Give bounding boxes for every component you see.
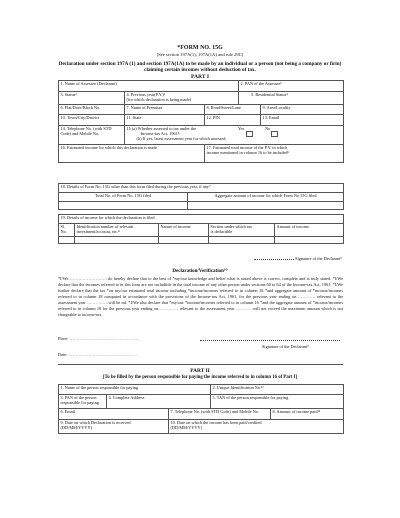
identification-number-label-2: investment/account, etc.⁸ [76, 229, 120, 234]
signature-label: Signature of the Declarant⁹ [295, 256, 342, 261]
previous-forms-table [58, 183, 344, 210]
part-two-subtitle: [To be filled by the person responsible for paying the income referred to in column 16 of Part I] [102, 375, 298, 380]
part-two-title: PART II [190, 368, 210, 374]
income-tax-act: Income-tax Act, 1961⁵: [140, 131, 181, 136]
place-field[interactable]: Place: ………………………………………… [58, 336, 139, 341]
assessed-question: 15 (a) Whether assessed to tax under the [126, 126, 196, 131]
premises-field[interactable]: 7. Name of Premises [125, 105, 205, 115]
part-two-table [58, 384, 344, 434]
section-label-1: Section under which tax [210, 224, 253, 229]
see-rules: [See section 197A(1), 197A(1A) and rule 29C] [156, 52, 244, 57]
income-paid-format: (DD/MM/YYYY) [170, 425, 203, 430]
payer-tan-field[interactable]: 5. TAN of the person responsible for paying [211, 395, 344, 409]
identification-number-header [75, 224, 159, 237]
estimated-income-field[interactable]: 16. Estimated income for which this declaration is made [59, 145, 205, 163]
serial-number-label-2: No. [60, 229, 67, 234]
yes-option-label: Yes [238, 126, 245, 131]
signature-line[interactable] [254, 255, 294, 260]
amount-paid-field[interactable]: 8. Amount of income paid¹² [271, 409, 344, 420]
amount-of-income-header: Amount of income [275, 224, 344, 237]
previous-year-note: (for which declaration is being made) [126, 97, 192, 102]
income-paid-date-field[interactable] [169, 420, 344, 434]
income-details-heading: 19. Details of income for which the declaration is filed [59, 215, 344, 224]
estimated-total-income-label-1: 17. Estimated total income of the P.Y. in which [206, 145, 288, 150]
income-row-cell[interactable] [209, 237, 275, 244]
part-one-table [58, 80, 344, 163]
serial-number-header [59, 224, 75, 237]
no-checkbox[interactable] [271, 131, 278, 137]
declaration-received-label: 9. Date on which Declaration is received [60, 420, 131, 425]
income-row-cell[interactable] [275, 237, 344, 244]
email-field[interactable]: 13. Email [261, 115, 344, 126]
telephone-label-1: 14. Telephone No. (with STD [60, 126, 112, 131]
estimated-total-income-field[interactable] [205, 145, 344, 163]
payer-pan-field[interactable] [59, 395, 107, 409]
status-field[interactable]: 3. Status² [59, 92, 125, 105]
signature-declarant-2: Signature of the Declarant⁹ [262, 344, 309, 349]
verification-text: *I/We……………………….do hereby declare that to the best of *my/our knowledge and belief what is stated above is correct, complete and is truly stated. *I/We declare that the incomes referred to in this form are not includible in the total income of any other person under sections 60 to 64 of the Income-tax Act, 1961. *I/We further declare that the tax *on my/our estimated total income including *income/incomes referred to in column 16 *and aggregate amount of *income/incomes referred to in column 18 computed in accordance with the provisions of the Income-tax Act, 1961, for the previous year ending on ………… relevant to the assessment year ……………will be nil. *I/We also declare that *my/our *income/incomes referred to in column 16 *and the aggregate amount of *income/incomes referred to in column 18 for the previous year ending on……………relevant to the assessment year …………will not exceed the maximum amount which is not chargeable to income-tax. [58, 276, 343, 317]
income-details-table [58, 214, 344, 244]
payer-telephone-field[interactable]: 7. Telephone No. (with STD Code) and Mobile No. [169, 409, 271, 420]
flat-door-field[interactable]: 6. Flat/Door/Block No. [59, 105, 125, 115]
latest-assessment-year: (b) If yes, latest assessment year for which assessed [136, 136, 226, 141]
town-city-field[interactable]: 10. Town/City/District [59, 115, 125, 126]
signature-declarant-1 [254, 255, 342, 261]
signature-line-2[interactable] [200, 336, 340, 342]
telephone-field[interactable] [59, 126, 125, 145]
date-field[interactable]: Date: ………………………………………… [58, 352, 138, 357]
declaration-title: Declaration under section 197A (1) and section 197A(1A) to be made by an individual or a person (not being a company or firm) claiming certain incomes without deduction of tax. [58, 61, 342, 73]
income-row-cell[interactable] [159, 237, 209, 244]
assessed-to-tax-field [125, 126, 344, 145]
road-street-field[interactable]: 8. Road/Street/Lane [205, 105, 261, 115]
payer-name-field[interactable]: 1. Name of the person responsible for paying [59, 385, 211, 395]
income-row-cell[interactable] [59, 237, 75, 244]
section-header [209, 224, 275, 237]
previous-year-label: 4. Previous year(P.Y.)³ [126, 92, 166, 97]
complete-address-field[interactable]: 4. Complete Address [107, 395, 211, 409]
pin-field[interactable]: 12. PIN [205, 115, 261, 126]
no-option-label: No [265, 126, 271, 131]
yes-checkbox[interactable] [246, 131, 253, 137]
payer-pan-label-1: 3. PAN of the person [60, 395, 97, 400]
part-one-title: PART I [190, 74, 210, 80]
previous-forms-heading: 18. Details of Form No. 15G other than this form filed during the previous year, if any⁷ [59, 184, 344, 193]
area-locality-field[interactable]: 9. Area/Locality [261, 105, 344, 115]
residential-status-field[interactable]: 5. Residential Status⁴ [239, 92, 344, 105]
form-number: *FORM NO. 15G [177, 45, 223, 51]
declaration-received-format: (DD/MM/YYYY) [60, 425, 93, 430]
assessee-pan-field[interactable]: 2. PAN of the Assessee¹ [239, 81, 344, 92]
telephone-label-2: Code) and Mobile No. [60, 131, 100, 136]
unique-id-field[interactable]: 2. Unique Identification No.¹¹ [211, 385, 344, 395]
identification-number-label-1: Identification number of relevant [76, 224, 134, 229]
declaration-received-date-field[interactable] [59, 420, 169, 434]
divider [58, 364, 343, 365]
assessee-name-field[interactable]: 1. Name of Assessee (Declarant) [59, 81, 239, 92]
income-paid-label: 10. Date on which the income has been paid/credited [170, 420, 262, 425]
income-row-cell[interactable] [75, 237, 159, 244]
payer-pan-label-2: responsible for paying [60, 400, 99, 405]
state-field[interactable]: 11. State [125, 115, 205, 126]
aggregate-income-field[interactable]: Aggregate amount of income for which Form No.15G filed [188, 193, 344, 202]
verification-title: Declaration/Verification¹⁰ [172, 269, 228, 274]
total-forms-filed-value[interactable] [59, 202, 188, 210]
nature-of-income-header: Nature of income [159, 224, 209, 237]
previous-year-field[interactable] [125, 92, 239, 105]
estimated-total-income-label-2: income mentioned in column 16 to be included⁶ [206, 150, 290, 155]
serial-number-label-1: Sl. [60, 224, 66, 229]
total-forms-filed-field[interactable]: Total No. of Form No. 15G filed [59, 193, 188, 202]
aggregate-income-value[interactable] [188, 202, 344, 210]
section-label-2: is deductible [210, 229, 233, 234]
payer-email-field[interactable]: 6. Email [59, 409, 169, 420]
